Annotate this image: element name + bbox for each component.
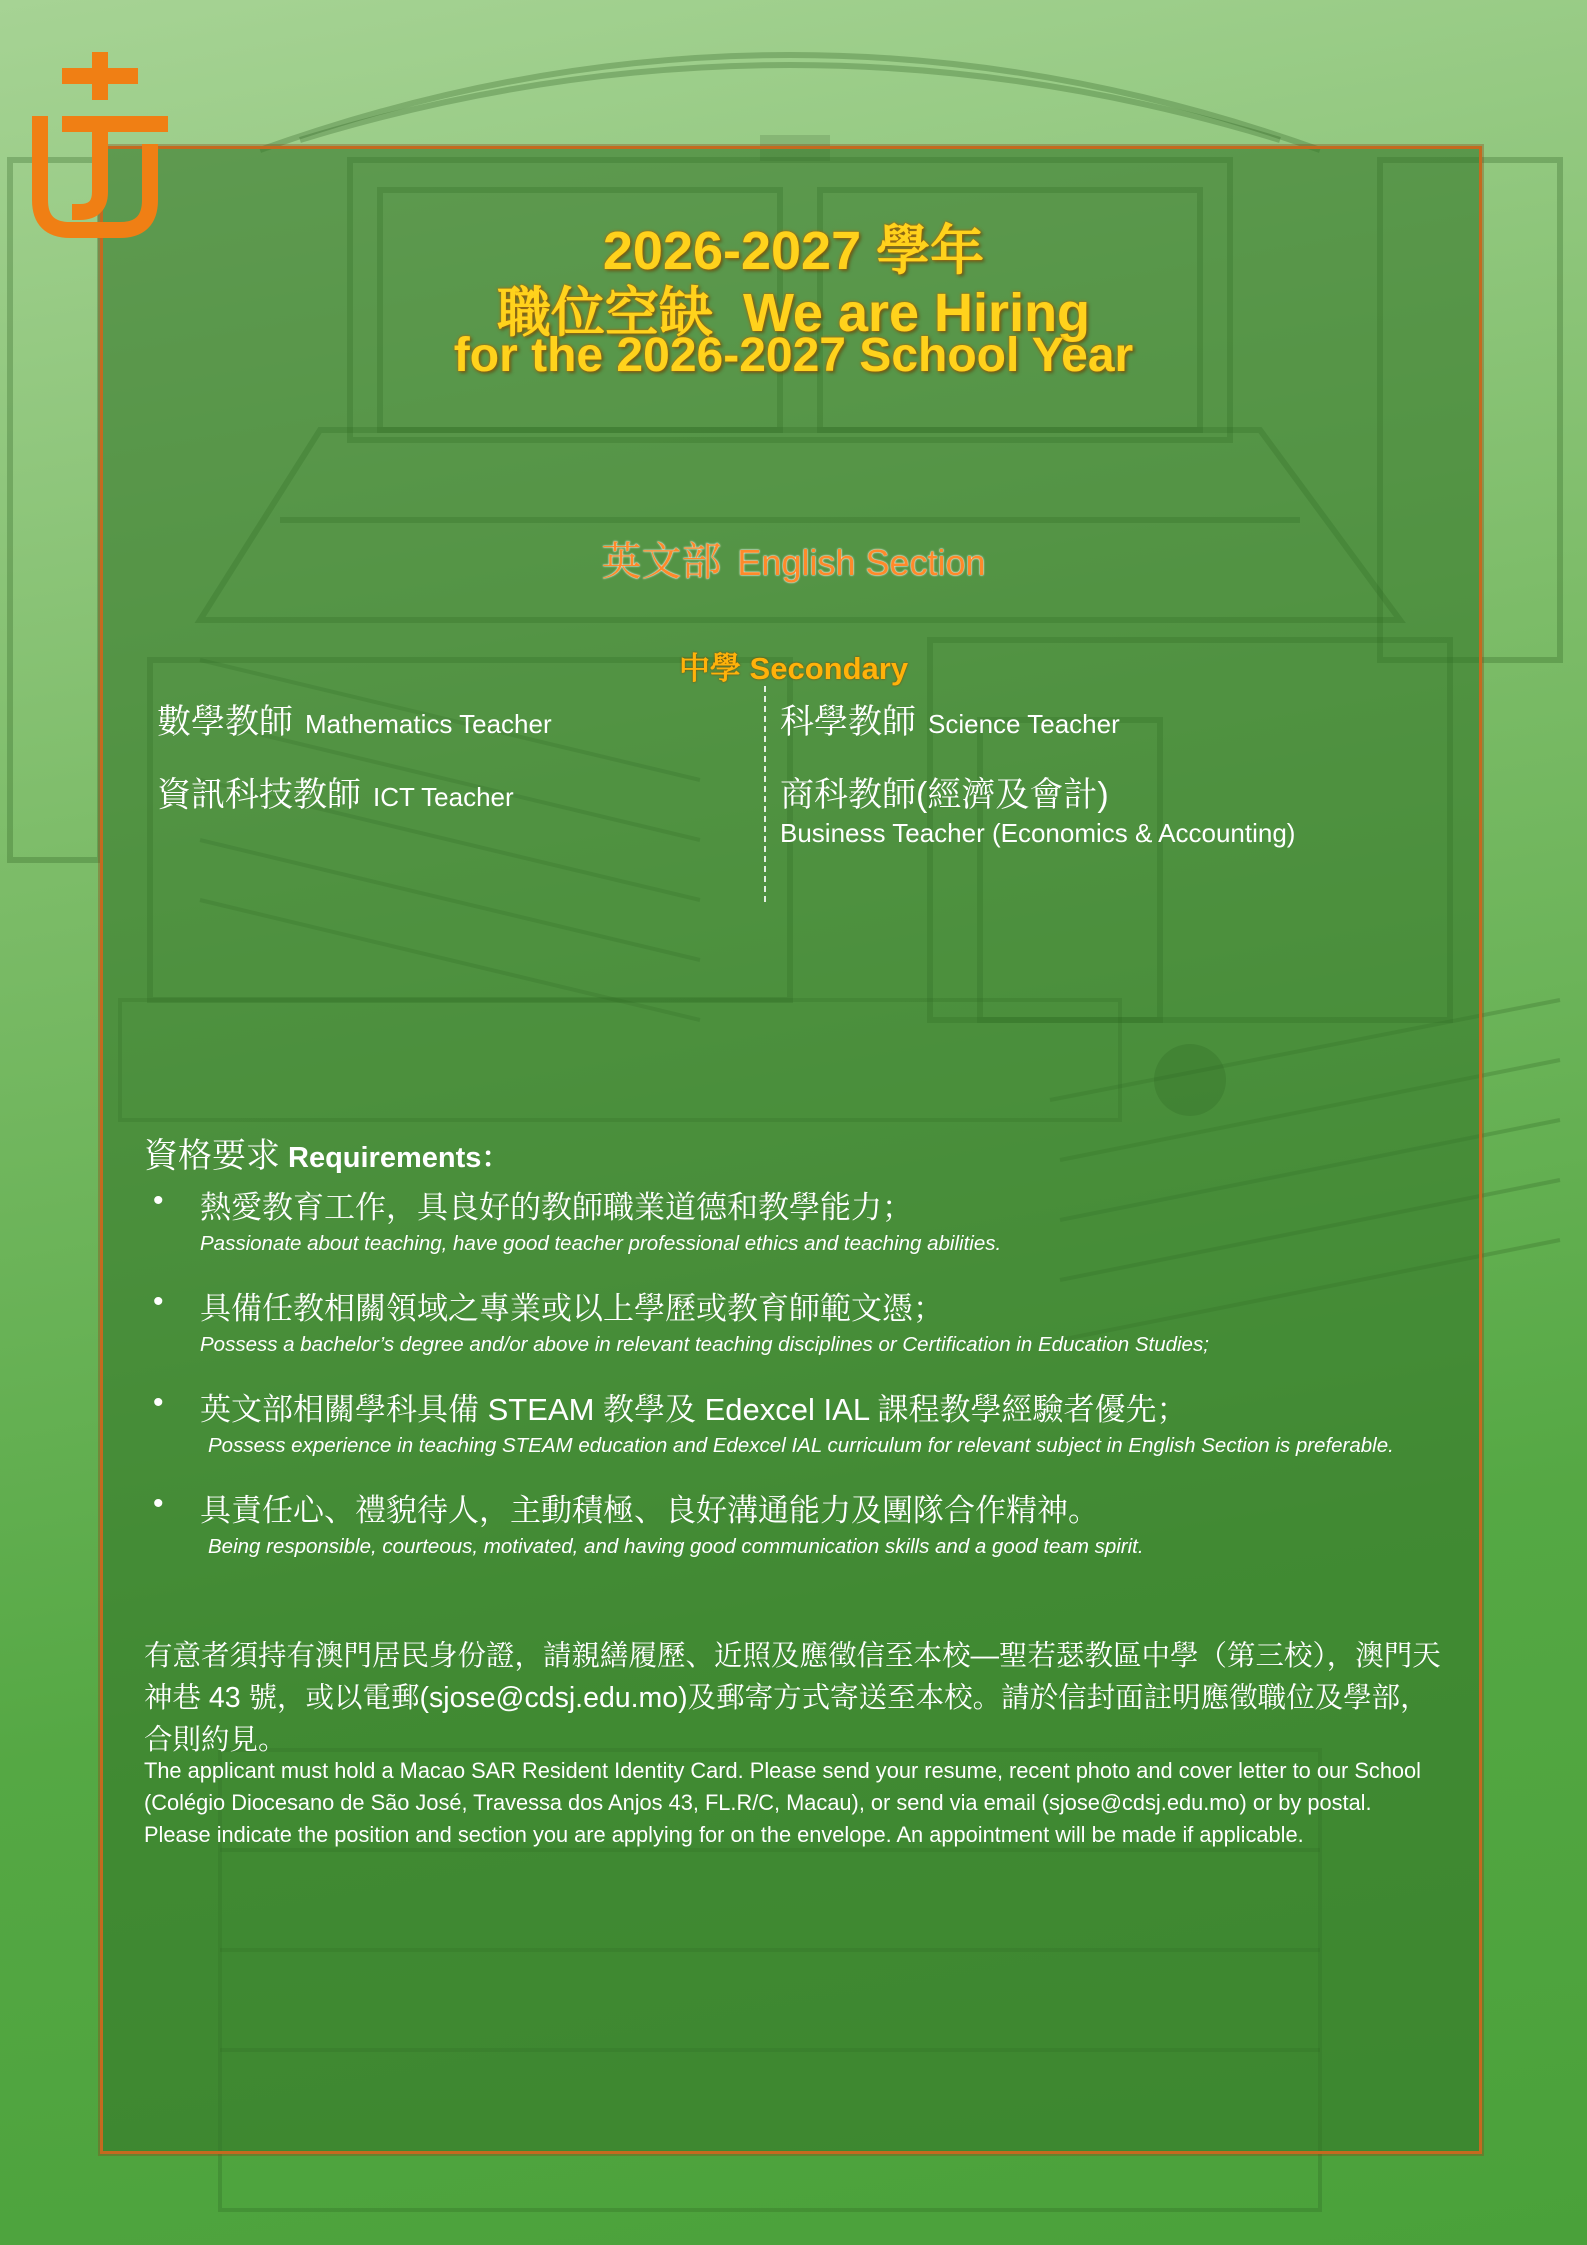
- section-heading-en: English Section: [737, 542, 986, 583]
- header-title-school-year: for the 2026-2027 School Year: [453, 329, 1134, 382]
- position-en: Science Teacher: [928, 709, 1120, 739]
- requirement-zh: 英文部相關學科具備 STEAM 教學及 Edexcel IAL 課程教學經驗者優先；: [200, 1392, 1188, 1427]
- requirement-item: [150, 1283, 1450, 1384]
- requirements-heading-en: Requirements：: [288, 1142, 511, 1174]
- header-title-year: 2026-2027 學年: [602, 221, 985, 281]
- requirement-en: Possess a bachelor’s degree and/or above in relevant teaching disciplines or Certification in Education Studies;: [200, 1333, 1209, 1356]
- requirements-heading-zh: 資格要求: [144, 1137, 280, 1175]
- level-label: 中學 Secondary: [678, 651, 909, 686]
- bullet-icon: •: [153, 1285, 164, 1318]
- position-business-teacher: [780, 767, 1295, 849]
- position-zh: 商科教師(經濟及會計): [780, 776, 1109, 814]
- requirement-en: Being responsible, courteous, motivated, and having good communication skills and a good team spirit.: [208, 1535, 1144, 1558]
- requirements-list: [150, 1182, 1450, 1586]
- position-science-teacher: [780, 694, 1120, 743]
- requirement-zh: 熱愛教育工作，具良好的教師職業道德和教學能力；: [200, 1190, 913, 1225]
- position-zh: 科學教師: [780, 703, 916, 741]
- position-divider: [764, 686, 766, 902]
- application-instructions-zh: 有意者須持有澳門居民身份證，請親繕履歷、近照及應徵信至本校—聖若瑟教區中學（第三校），澳門天神巷 43 號，或以電郵(sjose@cdsj.edu.mo)及郵寄方式寄送至本校。請於信封面註明應徵職位及學部，合則約見。: [144, 1640, 1441, 1756]
- requirement-en: Possess experience in teaching STEAM education and Edexcel IAL curriculum for relevant subject in English Section is preferable.: [208, 1434, 1394, 1457]
- requirements-heading: [144, 1128, 510, 1177]
- position-en: Business Teacher (Economics & Accounting): [780, 818, 1296, 848]
- position-en: Mathematics Teacher: [305, 709, 552, 739]
- position-math-teacher: [157, 694, 552, 743]
- position-zh: 數學教師: [157, 703, 293, 741]
- requirement-zh: 具責任心、禮貌待人，主動積極、良好溝通能力及團隊合作精神。: [200, 1493, 1099, 1528]
- requirement-en: Passionate about teaching, have good teacher professional ethics and teaching abilities.: [200, 1232, 1002, 1255]
- requirement-zh: 具備任教相關領域之專業或以上學歷或教育師範文憑；: [200, 1291, 944, 1326]
- bullet-icon: •: [153, 1487, 164, 1520]
- requirement-item: [150, 1485, 1450, 1586]
- header-title-hiring: 職位空缺 We are Hiring: [496, 283, 1091, 343]
- position-zh: 資訊科技教師: [157, 776, 361, 814]
- position-ict-teacher: [157, 767, 514, 816]
- bullet-icon: •: [153, 1184, 164, 1217]
- application-instructions-en: The applicant must hold a Macao SAR Resident Identity Card. Please send your resume, recent photo and cover letter to our School (Colégio Diocesano de São José, Travessa dos Anjos 43, FL.R/C, Macau), or send via email (sjose@cdsj.edu.mo) or by postal. Please indicate the position and section you are applying for on the envelope. An appointment will be made if applicable.: [144, 1758, 1422, 1847]
- section-heading-zh: 英文部: [601, 540, 722, 584]
- bullet-icon: •: [153, 1386, 164, 1419]
- requirement-item: [150, 1182, 1450, 1283]
- requirement-item: [150, 1384, 1450, 1485]
- section-heading: [0, 530, 1587, 587]
- position-en: ICT Teacher: [373, 782, 514, 812]
